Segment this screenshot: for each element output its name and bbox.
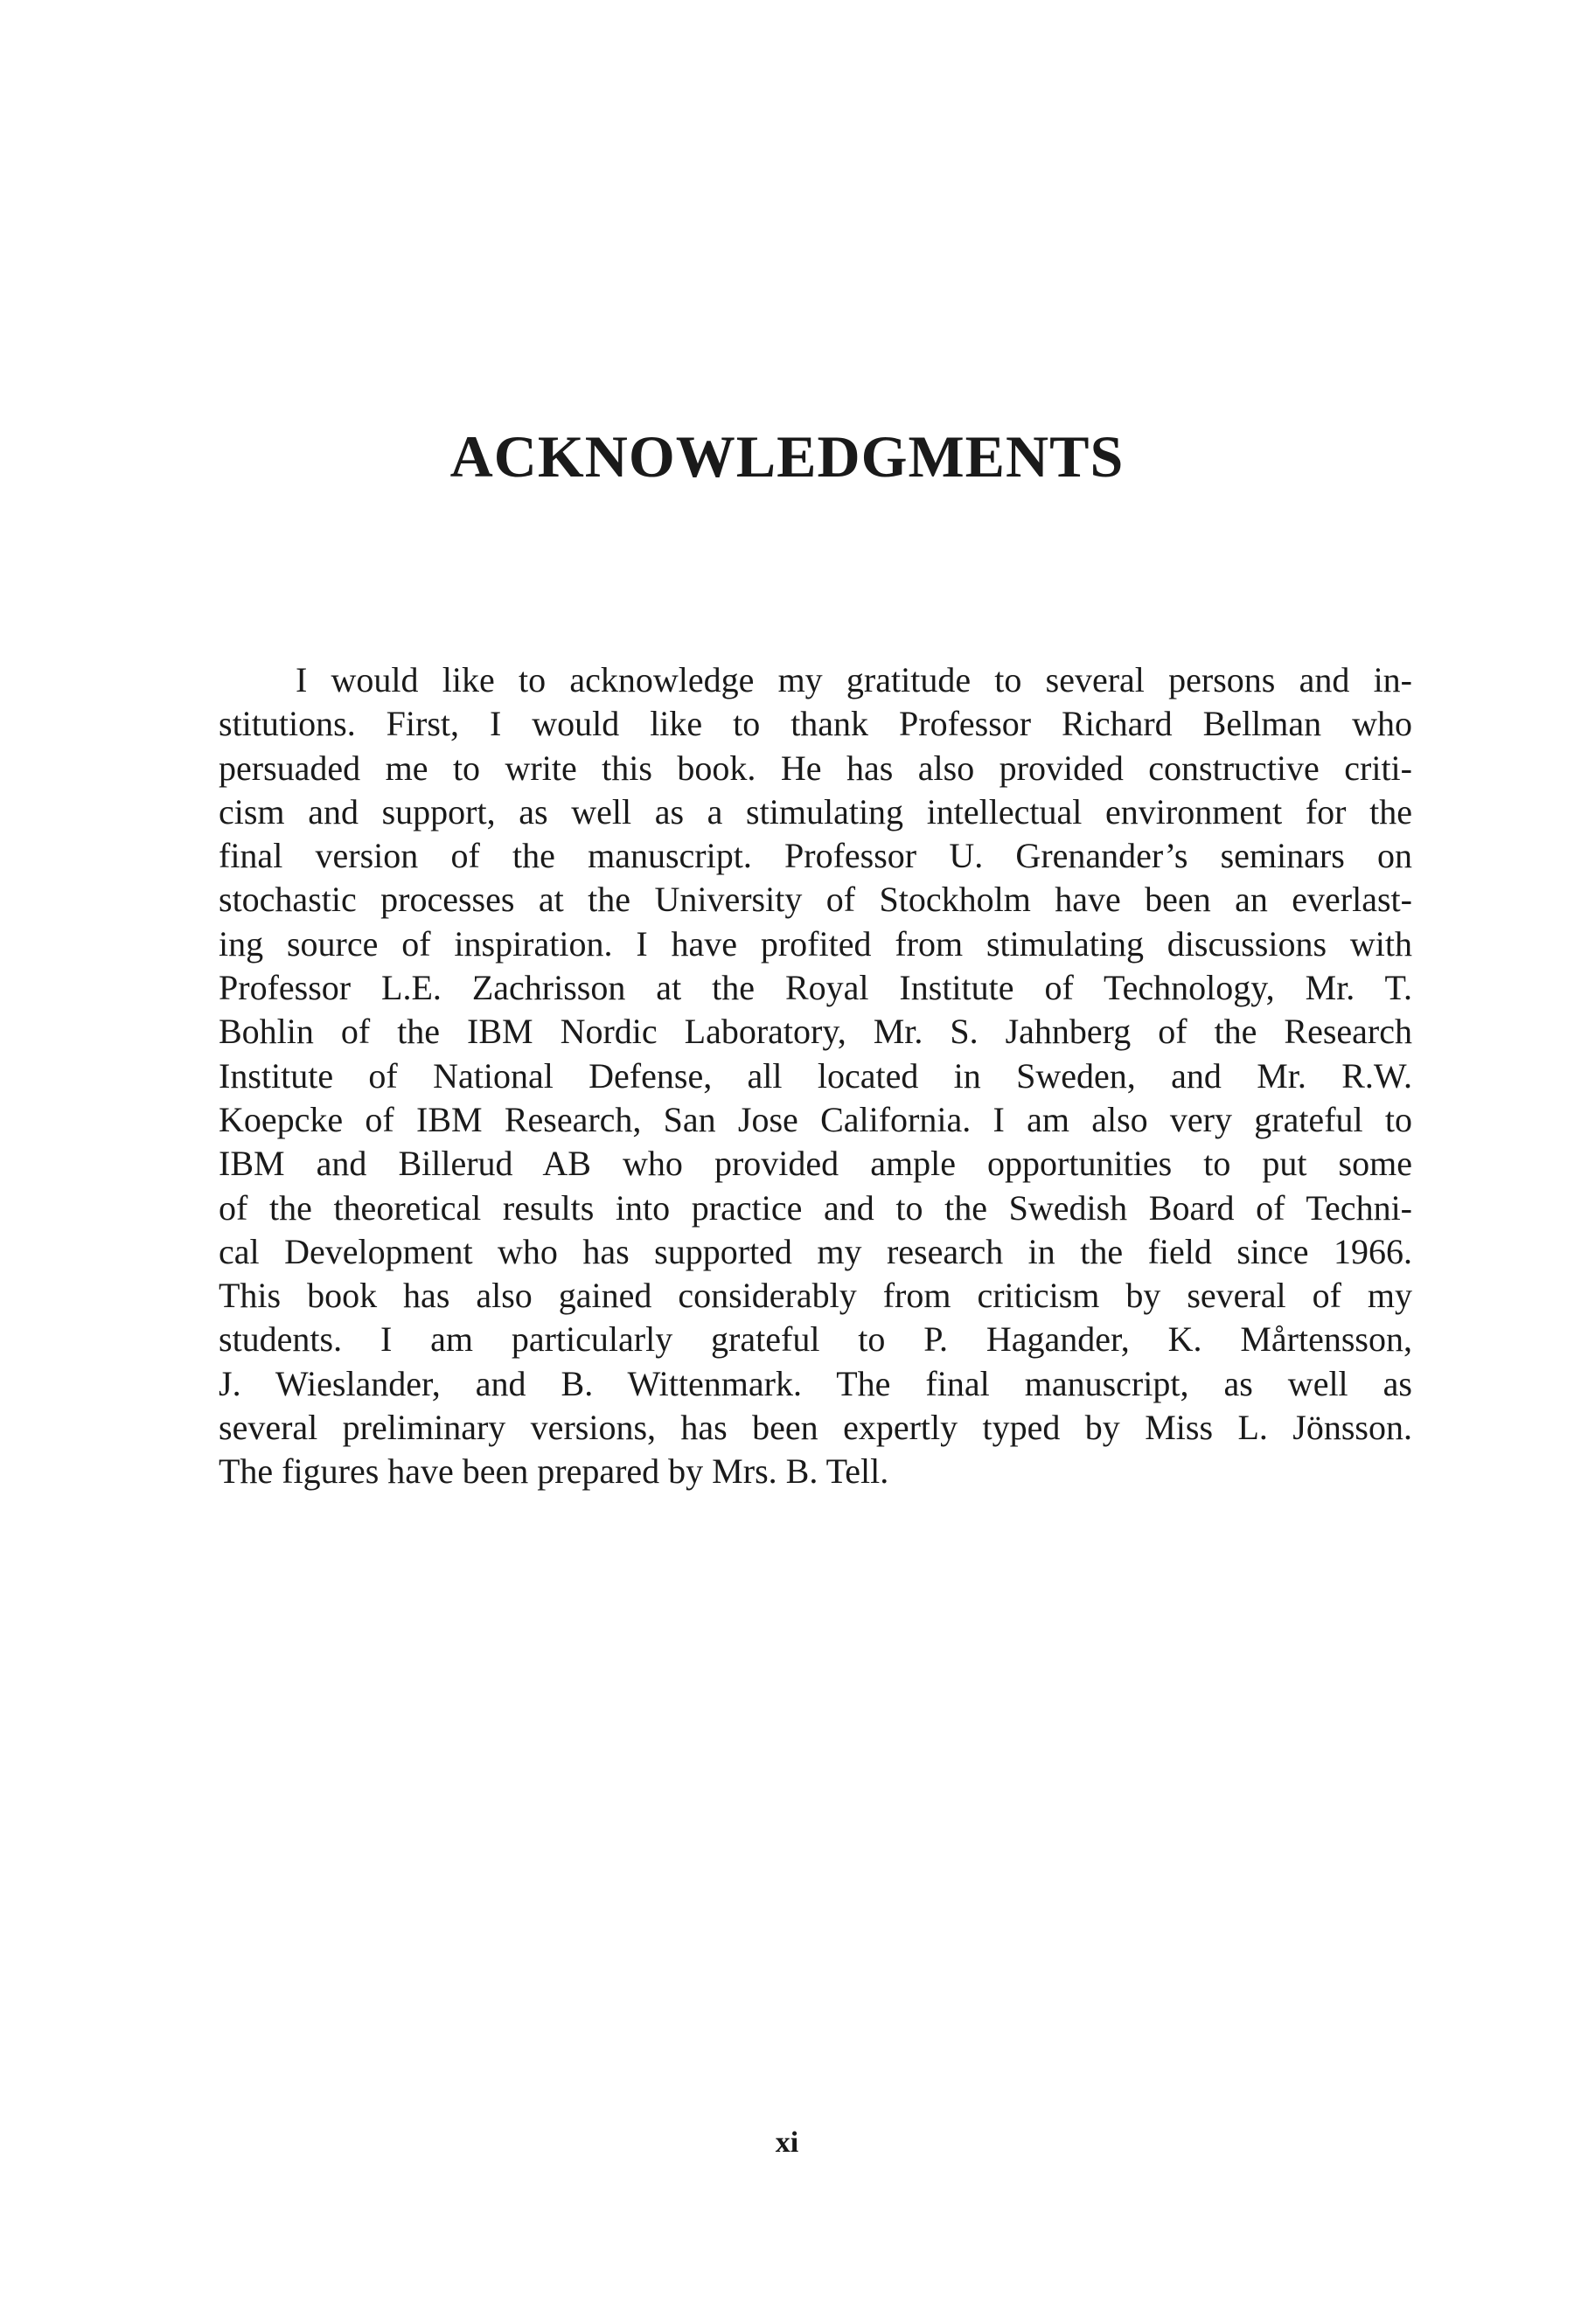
paragraph-line: Professor L.E. Zachrisson at the Royal Institute of Technology, Mr. T. [219, 968, 1412, 1008]
acknowledgments-paragraph [219, 658, 1412, 1494]
paragraph-line: final version of the manuscript. Professor U. Grenander’s seminars on [219, 836, 1412, 876]
paragraph-line: I would like to acknowledge my gratitude to several persons and in- [296, 660, 1412, 699]
paragraph-line: several preliminary versions, has been expertly typed by Miss L. Jönsson. [219, 1408, 1412, 1448]
paragraph-line: of the theoretical results into practice and to the Swedish Board of Techni- [219, 1187, 1412, 1228]
paragraph-line: stitutions. First, I would like to thank Professor Richard Bellman who [219, 704, 1412, 744]
paragraph-line: J. Wieslander, and B. Wittenmark. The final manuscript, as well as [219, 1363, 1412, 1403]
paragraph-line: IBM and Billerud AB who provided ample opportunities to put some [219, 1144, 1412, 1184]
paragraph-line: cal Development who has supported my research in the field since 1966. [219, 1231, 1412, 1271]
page-title: ACKNOWLEDGMENTS [449, 423, 1125, 490]
paragraph-line: ing source of inspiration. I have profited from stimulating discussions with [219, 923, 1412, 964]
paragraph-line: The figures have been prepared by Mrs. B. Tell. [219, 1451, 889, 1492]
paragraph-line: This book has also gained considerably from criticism by several of my [219, 1276, 1412, 1316]
paragraph-line: Koepcke of IBM Research, San Jose California. I am also very grateful to [219, 1099, 1412, 1139]
paragraph-line: stochastic processes at the University of Stockholm have been an everlast- [219, 880, 1412, 920]
paragraph-line: cism and support, as well as a stimulating intellectual environment for the [219, 791, 1412, 831]
paragraph-line: Bohlin of the IBM Nordic Laboratory, Mr. S. Jahnberg of the Research [219, 1012, 1412, 1052]
paragraph-line: persuaded me to write this book. He has also provided constructive criti- [219, 748, 1412, 788]
paragraph-line: Institute of National Defense, all located in Sweden, and Mr. R.W. [219, 1055, 1412, 1096]
paragraph-line: students. I am particularly grateful to P. Hagander, K. Mårtensson, [219, 1319, 1412, 1360]
page-number: xi [775, 2126, 799, 2159]
